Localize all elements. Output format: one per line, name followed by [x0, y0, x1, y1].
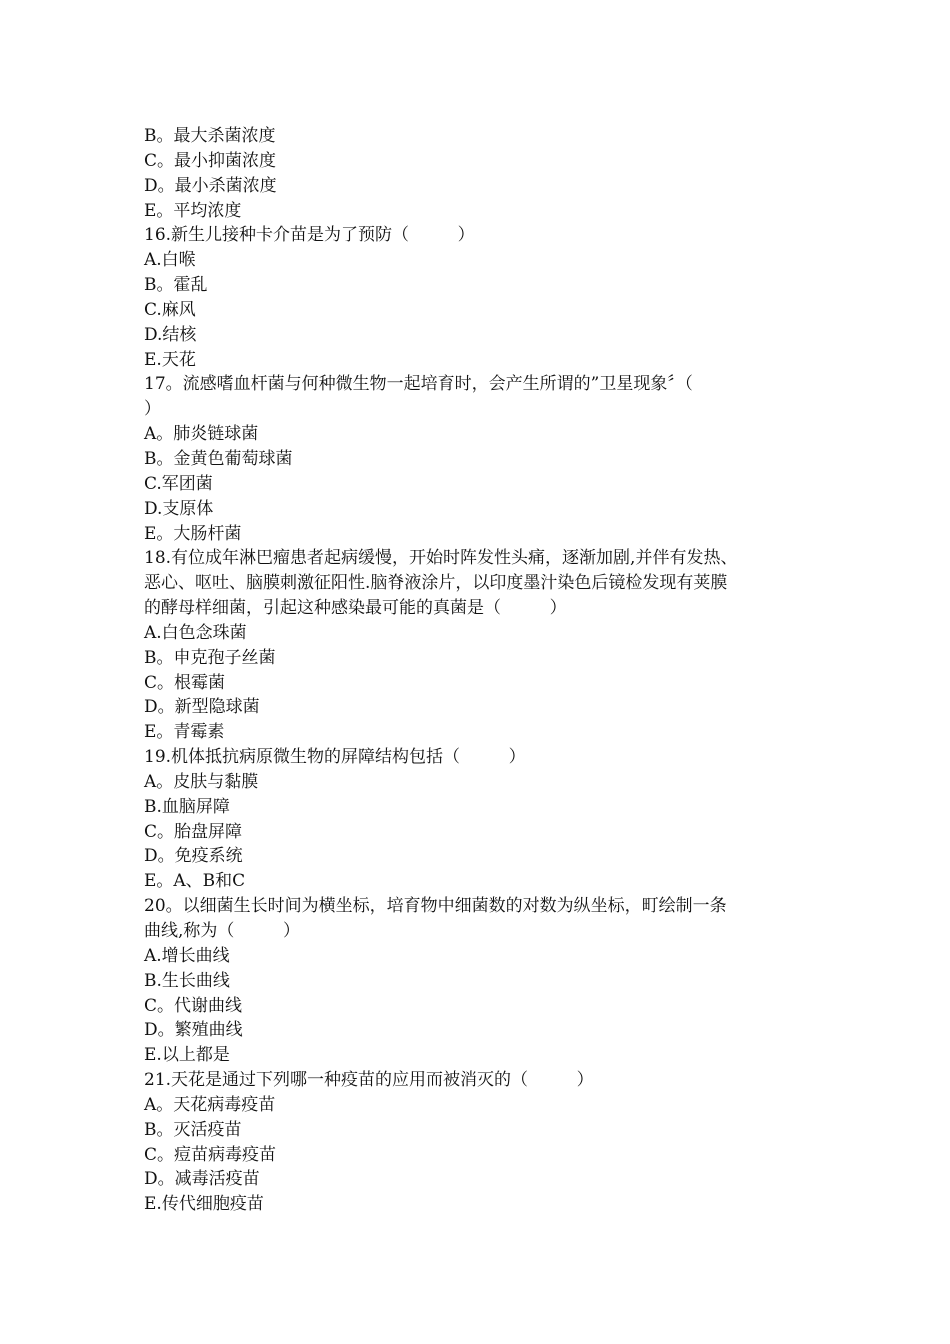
text-line: A.白喉 [144, 250, 196, 271]
text-line: E。大肠杆菌 [144, 523, 242, 544]
text-line: 的酵母样细菌，引起这种感染最可能的真菌是（ ） [144, 598, 567, 619]
question-19: 19.机体抵抗病原微生物的屏障结构包括（ ） [144, 747, 526, 768]
text-line: 恶心、呕吐、脑膜刺激征阳性.脑脊液涂片，以印度墨汁染色后镜检发现有荚膜 [144, 573, 728, 594]
text-line: B。霍乱 [144, 275, 208, 296]
text-line: C。胎盘屏障 [144, 821, 243, 842]
question-16: 16.新生儿接种卡介苗是为了预防（ ） [144, 225, 475, 246]
text-line: B。最大杀菌浓度 [144, 126, 276, 146]
text-line: D.结核 [144, 324, 197, 345]
question-17: 17。流感嗜血杆菌与何种微生物一起培育时，会产生所谓的”卫星现象〞（ [144, 374, 693, 395]
question-18: 18.有位成年淋巴瘤患者起病缓慢，开始时阵发性头痛，逐渐加剧,并伴有发热、 [144, 548, 738, 569]
text-line: C。代谢曲线 [144, 995, 243, 1016]
text-line: A。肺炎链球菌 [144, 424, 259, 445]
text-line: A.白色念珠菌 [144, 622, 247, 643]
text-line: D.支原体 [144, 498, 214, 519]
text-line: C。痘苗病毒疫苗 [144, 1144, 277, 1165]
text-line: E.以上都是 [144, 1045, 230, 1066]
text-line: D。新型隐球菌 [144, 697, 260, 718]
text-line: E。平均浓度 [144, 200, 242, 221]
text-line: C。根霉菌 [144, 672, 226, 693]
text-line: E.天花 [144, 349, 196, 370]
text-line: C.麻风 [144, 299, 196, 320]
text-line: 曲线,称为（ ） [144, 921, 301, 941]
text-line: D。减毒活疫苗 [144, 1169, 260, 1190]
text-line: B。申克孢子丝菌 [144, 647, 276, 668]
text-line: E.传代细胞疫苗 [144, 1194, 264, 1215]
document-body [144, 124, 824, 1217]
text-line: E。青霉素 [144, 722, 225, 743]
text-line: D。最小杀菌浓度 [144, 175, 277, 196]
text-line: ） [144, 399, 161, 420]
text-line: A。天花病毒疫苗 [144, 1094, 276, 1115]
text-line: B。金黄色葡萄球菌 [144, 448, 293, 469]
text-line: C.军团菌 [144, 473, 213, 494]
text-line: A.增长曲线 [144, 945, 230, 966]
text-line: C。最小抑菌浓度 [144, 150, 277, 171]
text-line: D。免疫系统 [144, 846, 243, 867]
text-line: B。灭活疫苗 [144, 1119, 242, 1140]
text-line: E。A、B和C [144, 871, 246, 892]
text-line: B.血脑屏障 [144, 796, 230, 817]
text-line: D。繁殖曲线 [144, 1020, 243, 1041]
question-21: 21.天花是通过下列哪一种疫苗的应用而被消灭的（ ） [144, 1070, 594, 1091]
text-line: A。皮肤与黏膜 [144, 771, 259, 792]
text-line: B.生长曲线 [144, 970, 230, 991]
question-20: 20。以细菌生长时间为横坐标，培育物中细菌数的对数为纵坐标，町绘制一条 [144, 896, 727, 917]
